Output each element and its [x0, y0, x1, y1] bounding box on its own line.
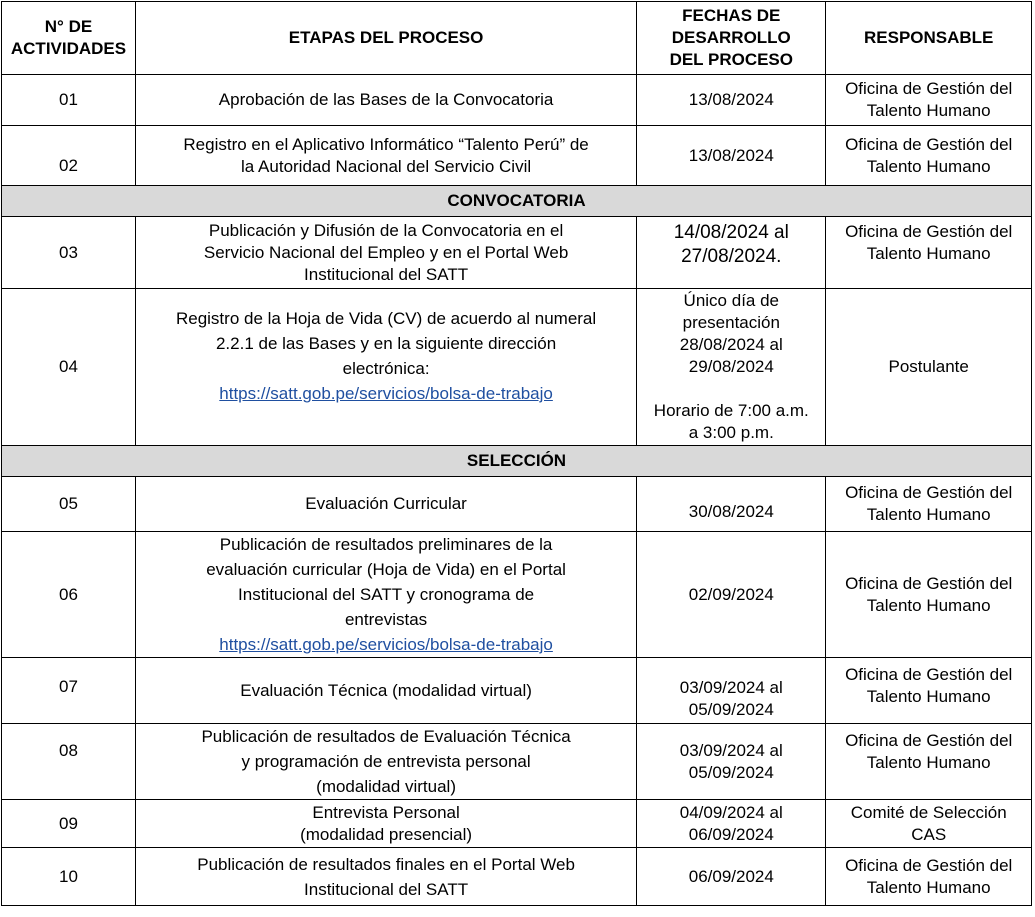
date-cell: 06/09/2024	[637, 848, 826, 906]
activity-number: 03	[2, 217, 136, 289]
activity-number: 05	[2, 477, 136, 532]
activity-number: 06	[2, 532, 136, 658]
header-stages: ETAPAS DEL PROCESO	[135, 2, 636, 75]
responsible-cell: Oficina de Gestión del Talento Humano	[826, 126, 1032, 186]
responsible-cell: Oficina de Gestión del Talento Humano	[826, 532, 1032, 658]
table-row	[2, 658, 1032, 724]
date-cell: 02/09/2024	[637, 532, 826, 658]
responsible-cell: Oficina de Gestión del Talento Humano	[826, 848, 1032, 906]
activity-number: 10	[2, 848, 136, 906]
header-dates: FECHAS DE DESARROLLO DEL PROCESO	[637, 2, 826, 75]
date-cell: 03/09/2024 al 05/09/2024	[637, 658, 826, 724]
responsible-cell: Oficina de Gestión del Talento Humano	[826, 658, 1032, 724]
responsible-cell: Oficina de Gestión del Talento Humano	[826, 75, 1032, 126]
stage-cell: Evaluación Curricular	[135, 477, 636, 532]
date-cell: 13/08/2024	[637, 75, 826, 126]
header-row	[2, 2, 1032, 75]
date-cell: 14/08/2024 al 27/08/2024.	[637, 217, 826, 289]
table-row	[2, 724, 1032, 800]
table-row	[2, 532, 1032, 658]
responsible-cell: Postulante	[826, 289, 1032, 446]
table-row	[2, 800, 1032, 848]
table-row	[2, 848, 1032, 906]
responsible-cell: Comité de Selección CAS	[826, 800, 1032, 848]
activity-number: 09	[2, 800, 136, 848]
stage-cell: Publicación de resultados preliminares de la evaluación curricular (Hoja de Vida) en el Portal Institucional del SATT y cronograma de entrevistas https://satt.gob.pe/servicios/bolsa-de-trabajo	[135, 532, 636, 658]
table-row	[2, 75, 1032, 126]
activity-number: 01	[2, 75, 136, 126]
date-cell: Único día de presentación 28/08/2024 al 29/08/2024 Horario de 7:00 a.m. a 3:00 p.m.	[637, 289, 826, 446]
stage-cell: Registro de la Hoja de Vida (CV) de acuerdo al numeral 2.2.1 de las Bases y en la siguiente dirección electrónica: https://satt.gob.pe/servicios/bolsa-de-trabajo	[135, 289, 636, 446]
stage-cell: Publicación de resultados de Evaluación Técnica y programación de entrevista personal (modalidad virtual)	[135, 724, 636, 800]
header-responsible: RESPONSABLE	[826, 2, 1032, 75]
date-cell: 30/08/2024	[637, 477, 826, 532]
table-row	[2, 289, 1032, 446]
schedule-table	[1, 1, 1032, 906]
section-title: CONVOCATORIA	[2, 186, 1032, 217]
stage-cell: Registro en el Aplicativo Informático “Talento Perú” de la Autoridad Nacional del Servicio Civil	[135, 126, 636, 186]
bolsa-trabajo-link[interactable]: https://satt.gob.pe/servicios/bolsa-de-trabajo	[219, 635, 553, 654]
section-row-convocatoria	[2, 186, 1032, 217]
activity-number: 07	[2, 658, 136, 724]
section-title: SELECCIÓN	[2, 446, 1032, 477]
stage-cell: Aprobación de las Bases de la Convocatoria	[135, 75, 636, 126]
stage-cell: Publicación y Difusión de la Convocatoria en el Servicio Nacional del Empleo y en el Portal Web Institucional del SATT	[135, 217, 636, 289]
table-row	[2, 217, 1032, 289]
activity-number: 02	[2, 126, 136, 186]
responsible-cell: Oficina de Gestión del Talento Humano	[826, 477, 1032, 532]
responsible-cell: Oficina de Gestión del Talento Humano	[826, 724, 1032, 800]
activity-number: 08	[2, 724, 136, 800]
header-activities: N° DE ACTIVIDADES	[2, 2, 136, 75]
date-cell: 03/09/2024 al 05/09/2024	[637, 724, 826, 800]
stage-cell: Evaluación Técnica (modalidad virtual)	[135, 658, 636, 724]
table-row	[2, 126, 1032, 186]
date-cell: 04/09/2024 al 06/09/2024	[637, 800, 826, 848]
stage-cell: Entrevista Personal (modalidad presencial)	[135, 800, 636, 848]
stage-cell: Publicación de resultados finales en el Portal Web Institucional del SATT	[135, 848, 636, 906]
bolsa-trabajo-link[interactable]: https://satt.gob.pe/servicios/bolsa-de-trabajo	[219, 384, 553, 403]
section-row-seleccion	[2, 446, 1032, 477]
activity-number: 04	[2, 289, 136, 446]
responsible-cell: Oficina de Gestión del Talento Humano	[826, 217, 1032, 289]
table-row	[2, 477, 1032, 532]
date-cell: 13/08/2024	[637, 126, 826, 186]
